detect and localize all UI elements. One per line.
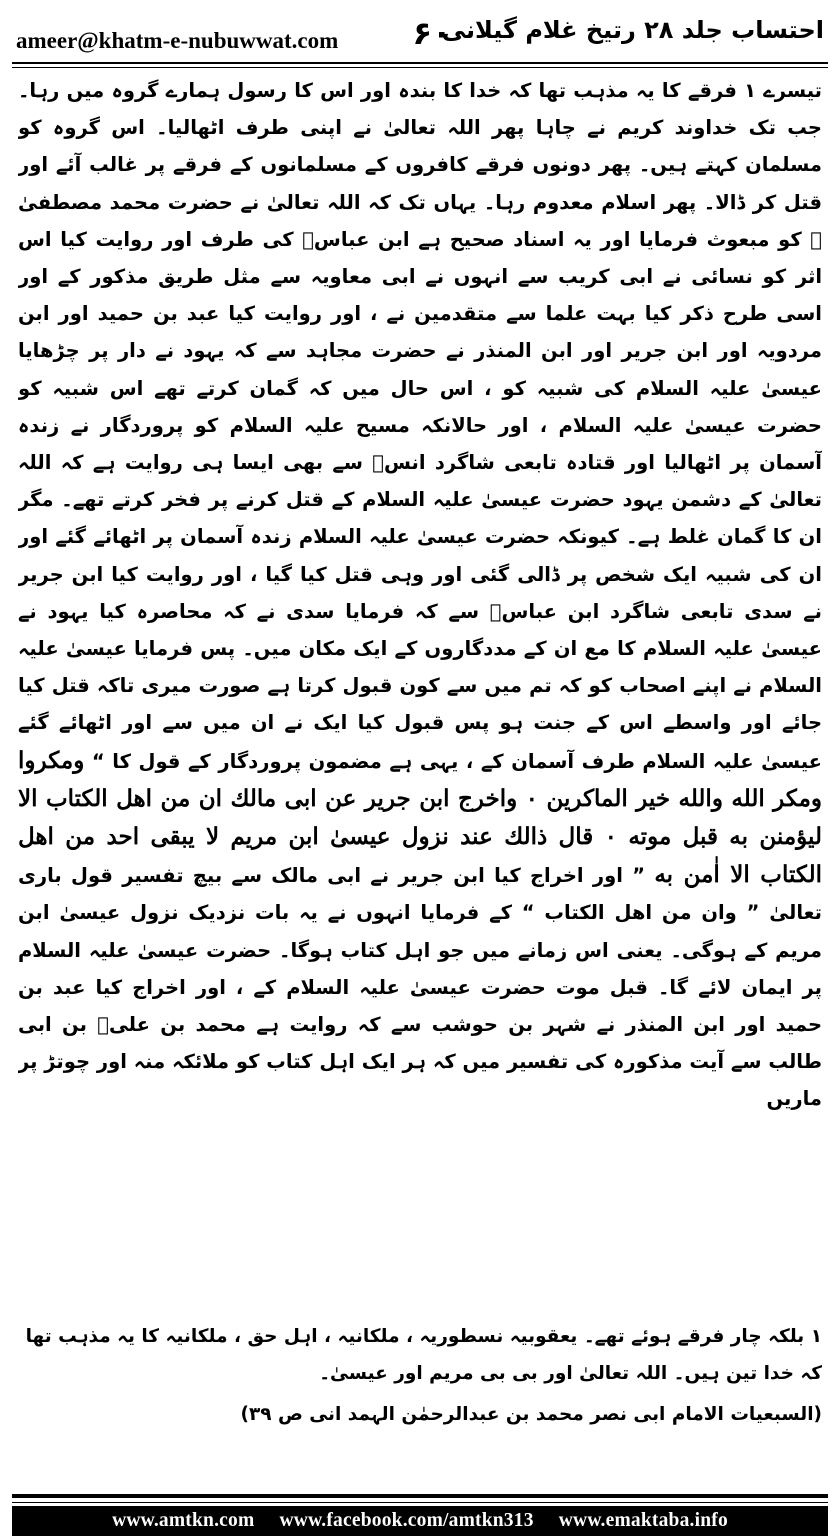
header-email: ameer@khatm-e-nubuwwat.com <box>16 28 339 53</box>
footer-bar <box>12 1506 828 1536</box>
footer-link-facebook[interactable]: www.facebook.com/amtkn313 <box>279 1510 534 1531</box>
book-title: احتساب جلد ۲۸ رتیخ غلام گیلانی <box>441 16 824 44</box>
footer-link-emaktaba[interactable]: www.emaktaba.info <box>558 1510 728 1531</box>
footer-divider <box>12 1494 828 1503</box>
footnote-reference: (السبعیات الامام ابی نصر محمد بن عبدالرحمٰن الہمد انی ص ۳۹) <box>240 1404 822 1425</box>
paragraph-2: ” اور اخراج کیا ابن جریر نے ابی مالک سے بیچ تفسیر قول باری تعالیٰ ” وان من اهل الكتاب “ کے فرمایا انہوں نے یہ بات نزدیک نزول عیسیٰ ابن مریم کے ہوگی۔ یعنی اس زمانے میں جو اہل کتاب ہوگا۔ حضرت عیسیٰ علیہ السلام پر ایمان لائے گا۔ قبل موت حضرت عیسیٰ علیہ السلام کے ، اور اخراج کیا عبد بن حمید اور ابن المنذر نے شہر بن حوشب سے کہ روایت ہے محمد بن علیؓ بن ابی طالب سے آیت مذکورہ کی تفسیر میں کہ ہر ایک اہل کتاب کو ملائکہ منہ اور چوتڑ پر ماریں <box>18 864 822 1111</box>
footer-link-amtkn[interactable]: www.amtkn.com <box>112 1510 255 1531</box>
page-number: ۶۰ <box>412 14 452 52</box>
page-header <box>12 6 828 62</box>
paragraph-1: تیسرے ۱ فرقے کا یہ مذہب تھا کہ خدا کا بندہ اور اس کا رسول ہمارے گروہ میں رہا۔ جب تک خداوند کریم نے چاہا پھر اللہ تعالیٰ نے اپنی طرف اٹھالیا۔ اس گروہ کو مسلمان کہتے ہیں۔ پھر دونوں فرقے کافروں کے مسلمانوں کے فرقے پر غالب آئے اور قتل کر ڈالا۔ پھر اسلام معدوم رہا۔ یہاں تک کہ اللہ تعالیٰ نے حضرت محمد مصطفیٰ ﷺ کو مبعوث فرمایا اور یہ اسناد صحیح ہے ابن عباسؓ کی طرف اور روایت کیا اس اثر کو نسائی نے ابی کریب سے انہوں نے ابی معاویہ سے مثل طریق مذکور کے اور اسی طرح ذکر کیا بہت علما سے متقدمین نے ، اور روایت کیا عبد بن حمید اور ابن مردویہ اور ابن جریر اور ابن المنذر نے حضرت مجاہد سے کہ یہود نے دار پر چڑھایا عیسیٰ علیہ السلام کی شبیہ کو ، اس حال میں کہ گمان کرتے تھے اس شبیہ کو حضرت عیسیٰ علیہ السلام ، اور حالانکہ مسیح علیہ السلام کو پروردگار نے زندہ آسمان پر اٹھالیا اور قتادہ تابعی شاگرد انسؓ سے بھی ایسا ہی روایت ہے کہ اللہ تعالیٰ کے دشمن یہود حضرت عیسیٰ علیہ السلام کے قتل کرنے پر فخر کرتے تھے۔ مگر ان کا گمان غلط ہے۔ کیونکہ حضرت عیسیٰ علیہ السلام زندہ آسمان پر اٹھائے گئے اور ان کی شبیہ ایک شخص پر ڈالی گئی اور وہی قتل کیا گیا ، اور روایت کیا ابن جریر نے سدی تابعی شاگرد ابن عباسؓ سے کہ فرمایا سدی نے کہ محاصرہ کیا یہود نے عیسیٰ علیہ السلام کا مع ان کے مددگاروں کے ایک مکان میں۔ پس فرمایا عیسیٰ علیہ السلام نے اپنے اصحاب کو کہ تم میں سے کون قبول کرتا ہے صورت میری تاکہ قتل کیا جائے اور واسطے اس کے جنت ہو پس قبول کیا ایک نے ان میں سے اور اٹھائے گئے عیسیٰ علیہ السلام طرف آسمان کے ، یہی ہے مضمون پروردگار کے قول کا “ <box>18 79 822 773</box>
header-divider <box>12 62 828 68</box>
footnote <box>18 1318 822 1438</box>
footnote-text: ۱ بلکہ چار فرقے ہوئے تھے۔ یعقوبیہ نسطوریہ ، ملکانیہ ، اہل حق ، ملکانیہ کا یہ مذہب تھا کہ خدا تین ہیں۔ اللہ تعالیٰ اور بی بی مریم اور عیسیٰ۔ <box>25 1326 822 1384</box>
arabic-quotation: ومكروا ومكر الله والله خير الماكرين ۰ واخرج ابن جرير عن ابى مالك ان من اهل الكتاب الا ليؤمنن به قبل موته ۰ قال ذالك عند نزول عيسىٰ ابن مريم لا يبقى احد من اهل الكتاب الا اٰمن به <box>18 746 822 889</box>
body-text <box>18 72 822 1282</box>
